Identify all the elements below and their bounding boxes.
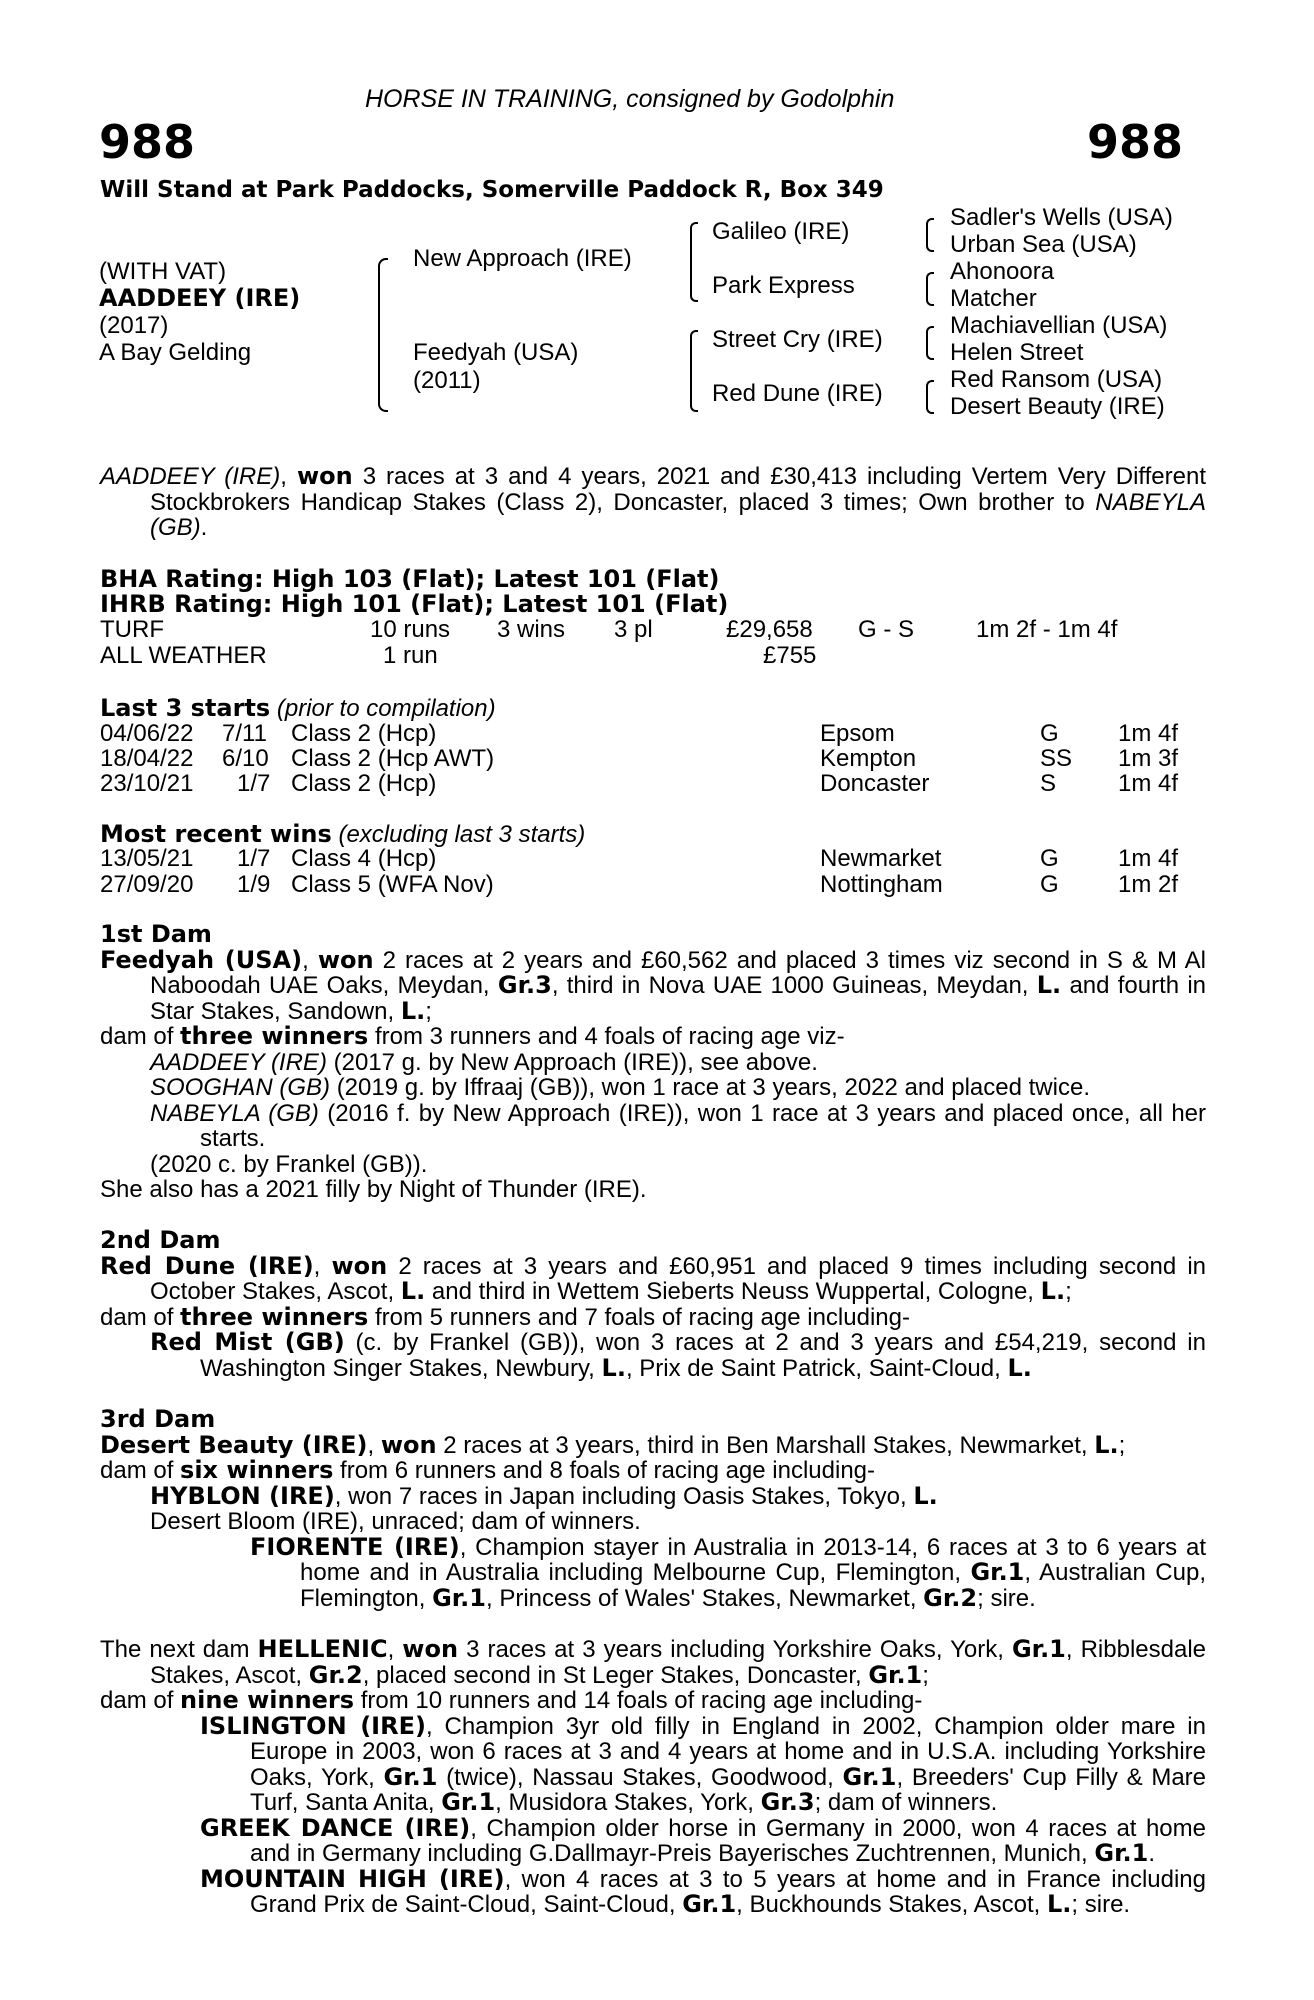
progeny-text: (c. by Frankel (GB)), won 3 races at 2 and 3 years and £54,219, second in Washington Singer Stakes, Newbury, (200, 1329, 1206, 1382)
start-position: 6/10 (222, 745, 269, 772)
pedigree-sire-dam: Park Express (712, 272, 855, 299)
start-going: S (1040, 770, 1057, 797)
progeny-unnamed: (2020 c. by Frankel (GB)). (150, 1150, 428, 1178)
summary-horse-name: AADDEEY (IRE) (100, 463, 281, 490)
grade-label: Gr.1 (383, 1762, 438, 1791)
start-course: Kempton (820, 745, 917, 772)
listed-label: L. (913, 1481, 938, 1510)
first-dam-won: won (317, 945, 374, 974)
win-position: 1/7 (237, 845, 271, 872)
pedigree-gg-5: Machiavellian (USA) (950, 312, 1168, 339)
progeny-text: , Breeders' Cup Filly & Mare Turf, Santa Anita, (250, 1763, 1207, 1816)
win-course: Nottingham (820, 871, 943, 898)
progeny-text: , Musidora Stakes, York, (495, 1789, 754, 1816)
next-dam-won: won (402, 1635, 459, 1663)
first-dam-text: 2 races at 2 years and £60,562 and placed 3 times viz second in S & M Al Naboodah UAE Oaks, Meydan, (150, 946, 1206, 999)
horse-name: AADDEEY (IRE) (99, 284, 301, 312)
start-distance: 1m 4f (1118, 720, 1179, 747)
start-distance: 1m 4f (1118, 770, 1179, 797)
first-dam-heading: 1st Dam (100, 920, 212, 948)
progeny-text: , Champion 3yr old filly in England in 2002, Champion older mare in Europe in 2003, won 6 races at 3 and 4 years at home and in U.S.A. including Yorkshire Oaks, York, (250, 1712, 1206, 1791)
third-dam-heading: 3rd Dam (100, 1405, 216, 1433)
grade-label: Gr.2 (923, 1583, 978, 1612)
stall-location: Will Stand at Park Paddocks, Somerville Paddock R, Box 349 (100, 177, 884, 203)
pedigree-gg-8: Desert Beauty (IRE) (950, 393, 1165, 420)
recent-wins-note: (excluding last 3 starts) (338, 821, 586, 848)
pedigree-gg-4: Matcher (950, 285, 1037, 312)
first-dam-text: and fourth in Star Stakes, Sandown, (150, 972, 1207, 1025)
third-dam-won: won (380, 1430, 437, 1459)
win-race: Class 4 (Hcp) (291, 845, 437, 872)
summary-brother: NABEYLA (GB) (150, 488, 1206, 541)
win-date: 13/05/21 (100, 845, 194, 872)
second-dam-winners: three winners (180, 1302, 369, 1331)
brace-sire-dam (378, 258, 388, 412)
grade-label: Gr.1 (1011, 1635, 1066, 1663)
third-dam-section: 3rd Dam Desert Beauty (IRE), won 2 races at 3 years, third in Ben Marshall Stakes, Newmarket, L.; dam of six winners from 6 runners and 8 foals of racing age including- HYBLON (IRE), won 7 races in Japan including Oasis Stakes, Tokyo, L. Desert Bloom (IRE), unraced; dam of winners. FIORENTE (IRE), Champion stayer in Australia in 2013-14, 6 races at 3 to 6 years at home and in Australia including Melbourne Cup, Flemington, Gr.1, Australian Cup, Flemington, Gr.1, Princess of Wales' Stakes, Newmarket, Gr.2; sire. (100, 1405, 1207, 1612)
pedigree-dam-dam: Red Dune (IRE) (712, 380, 883, 407)
progeny-text: ; sire. (1071, 1891, 1131, 1918)
ihrb-rating: IHRB Rating: High 101 (Flat); Latest 101 (Flat) (100, 590, 729, 618)
start-date: 04/06/22 (100, 720, 194, 747)
vat-note: (WITH VAT) (99, 258, 227, 285)
lot-number-left: 988 (99, 115, 196, 169)
start-position: 1/7 (237, 770, 271, 797)
progeny-text: ; dam of winners. (814, 1789, 998, 1816)
grade-label: Gr.1 (1094, 1839, 1149, 1867)
third-dam-text: 2 races at 3 years, third in Ben Marshall Stakes, Newmarket, (443, 1431, 1088, 1459)
start-date: 18/04/22 (100, 745, 194, 772)
second-dam-name: Red Dune (IRE) (100, 1251, 314, 1280)
recent-wins-title: Most recent wins (100, 820, 332, 848)
progeny-text: , Prix de Saint Patrick, Saint-Cloud, (625, 1354, 1001, 1382)
last-starts-heading (100, 695, 496, 722)
win-date: 27/09/20 (100, 871, 194, 898)
win-race: Class 5 (WFA Nov) (291, 871, 494, 898)
win-going: G (1040, 871, 1059, 898)
win-position: 1/9 (237, 871, 271, 898)
progeny-name: AADDEEY (IRE) (150, 1048, 327, 1076)
progeny-text: (twice), Nassau Stakes, Goodwood, (446, 1763, 834, 1791)
first-dam-winners: three winners (180, 1022, 369, 1050)
progeny-text: , Champion stayer in Australia in 2013-14, 6 races at 3 to 6 years at home and in Australia including Melbourne Cup, Flemington, (300, 1533, 1206, 1586)
progeny-text: (2017 g. by New Approach (IRE)), see above. (333, 1048, 818, 1076)
record-going: G - S (858, 616, 915, 643)
progeny-text: , won 4 races at 3 to 5 years at home and in France including Grand Prix de Saint-Cloud, Saint-Cloud, (250, 1865, 1207, 1918)
listed-label: L. (400, 1277, 426, 1305)
second-dam-text: ; (1065, 1278, 1072, 1305)
next-dam-text: , Ribblesdale Stakes, Ascot, (150, 1636, 1206, 1689)
grade-label: Gr.1 (682, 1890, 737, 1918)
win-distance: 1m 4f (1118, 845, 1179, 872)
grade-label: Gr.1 (432, 1583, 486, 1612)
first-dam-also: She also has a 2021 filly by Night of Thunder (IRE). (100, 1176, 647, 1203)
listed-label: L. (601, 1353, 626, 1382)
progeny-name: FIORENTE (IRE) (250, 1532, 460, 1561)
progeny-text: (2019 g. by Iffraaj (GB)), won 1 race at 3 years, 2022 and placed twice. (336, 1074, 1090, 1101)
start-course: Epsom (820, 720, 895, 747)
progeny-name: MOUNTAIN HIGH (IRE) (200, 1864, 505, 1893)
progeny-name: GREEK DANCE (IRE) (200, 1813, 471, 1842)
start-date: 23/10/21 (100, 770, 194, 797)
brace-dam-line (690, 330, 698, 412)
summary-text: 3 races at 3 and 4 years, 2021 and £30,413 including Vertem Very Different Stockbrokers Handicap Stakes (Class 2), Doncaster, placed 3 times; Own brother to (150, 463, 1207, 516)
third-dam-runners: from 6 runners and 8 foals of racing age including- (340, 1457, 876, 1484)
progeny-text: (2016 f. by New Approach (IRE)), won 1 race at 3 years and placed once, all her starts. (200, 1099, 1207, 1152)
last-starts-title: Last 3 starts (100, 694, 271, 722)
listed-label: L. (1047, 1890, 1072, 1918)
first-dam-section: 1st Dam Feedyah (USA), won 2 races at 2 years and £60,562 and placed 3 times viz second in S & M Al Naboodah UAE Oaks, Meydan, Gr.3, third in Nova UAE 1000 Guineas, Meydan, L. and fourth in Star Stakes, Sandown, L.; dam of three winners from 3 runners and 4 foals of racing age viz- AADDEEY (IRE) (2017 g. by New Approach (IRE)), see above. SOOGHAN (GB) (2019 g. by Iffraaj (GB)), won 1 race at 3 years, 2022 and placed twice. NABEYLA (GB) (2016 f. by New Approach (IRE)), won 1 race at 3 years and placed once, all her starts. (2020 c. by Frankel (GB)). She also has a 2021 filly by Night of Thunder (IRE). (100, 920, 1207, 1203)
record-surface: ALL WEATHER (100, 642, 267, 669)
record-runs: 10 runs (370, 616, 451, 643)
next-dam-text: 3 races at 3 years including Yorkshire Oaks, York, (466, 1636, 1004, 1663)
progeny-name: ISLINGTON (IRE) (200, 1711, 426, 1740)
grade-label: Gr.3 (497, 971, 552, 999)
brace-gg-3 (926, 326, 934, 360)
brace-gg-2 (926, 272, 934, 306)
consignment-title: HORSE IN TRAINING, consigned by Godolphin (365, 85, 895, 113)
second-dam-text: and third in Wettem Sieberts Neuss Wuppertal, Cologne, (431, 1278, 1034, 1305)
first-dam-runners: from 3 runners and 4 foals of racing age viz- (375, 1023, 845, 1050)
second-dam-of: dam of (100, 1303, 174, 1331)
next-dam-intro: The next dam (100, 1636, 250, 1663)
pedigree-gg-1: Sadler's Wells (USA) (950, 204, 1173, 231)
pedigree-sire-sire: Galileo (IRE) (712, 218, 850, 245)
win-distance: 1m 2f (1118, 871, 1179, 898)
record-wins: 3 wins (497, 616, 566, 643)
pedigree-dam-sire: Street Cry (IRE) (712, 326, 883, 353)
start-race: Class 2 (Hcp AWT) (291, 745, 495, 772)
record-places: 3 pl (614, 616, 653, 643)
progeny-name: Red Mist (GB) (150, 1328, 345, 1356)
grade-label: Gr.2 (308, 1660, 363, 1689)
next-dam-section: The next dam HELLENIC, won 3 races at 3 years including Yorkshire Oaks, York, Gr.1, Ribblesdale Stakes, Ascot, Gr.2, placed second in St Leger Stakes, Doncaster, Gr.1; dam of nine winners from 10 runners and 14 foals of racing age including- ISLINGTON (IRE), Champion 3yr old filly in England in 2002, Champion older mare in Europe in 2003, won 6 races at 3 and 4 years at home and in U.S.A. including Yorkshire Oaks, York, Gr.1 (twice), Nassau Stakes, Goodwood, Gr.1, Breeders' Cup Filly & Mare Turf, Santa Anita, Gr.1, Musidora Stakes, York, Gr.3; dam of winners. GREEK DANCE (IRE), Champion older horse in Germany in 2000, won 4 races at home and in Germany including G.Dallmayr-Preis Bayerisches Zuchtrennen, Munich, Gr.1. MOUNTAIN HIGH (IRE), won 4 races at 3 to 5 years at home and in France including Grand Prix de Saint-Cloud, Saint-Cloud, Gr.1, Buckhounds Stakes, Ascot, L.; sire. (100, 1635, 1207, 1918)
start-going: G (1040, 720, 1059, 747)
pedigree-dam-year: (2011) (413, 367, 481, 394)
record-runs: 1 run (383, 642, 438, 669)
summary-won: won (296, 462, 353, 490)
second-dam-section: 2nd Dam Red Dune (IRE), won 2 races at 3 years and £60,951 and placed 9 times including second in October Stakes, Ascot, L. and third in Wettem Sieberts Neuss Wuppertal, Cologne, L.; dam of three winners from 5 runners and 7 foals of racing age including- Red Mist (GB) (c. by Frankel (GB)), won 3 races at 2 and 3 years and £54,219, second in Washington Singer Stakes, Newbury, L., Prix de Saint Patrick, Saint-Cloud, L. (100, 1226, 1207, 1382)
grade-label: Gr.1 (441, 1788, 496, 1816)
listed-label: L. (1094, 1430, 1119, 1459)
recent-wins-heading (100, 821, 585, 848)
pedigree-gg-6: Helen Street (950, 339, 1084, 366)
second-dam-text: 2 races at 3 years and £60,951 and placed 9 times including second in October Stakes, Ascot, (150, 1252, 1207, 1305)
progeny-name: NABEYLA (GB) (150, 1099, 319, 1127)
progeny-name: HYBLON (IRE) (150, 1481, 335, 1510)
grade-label: Gr.3 (760, 1788, 815, 1816)
progeny-text: , won 7 races in Japan including Oasis Stakes, Tokyo, (334, 1482, 907, 1510)
third-dam-of: dam of (100, 1457, 174, 1484)
third-dam-name: Desert Beauty (IRE) (100, 1430, 368, 1459)
next-dam-of: dam of (100, 1687, 174, 1714)
start-position: 7/11 (222, 720, 267, 747)
first-dam-of: dam of (100, 1023, 174, 1050)
progeny-text: , Champion older horse in Germany in 2000, won 4 races at home and in Germany including G.Dallmayr-Preis Bayerisches Zuchtrennen, Munich, (250, 1814, 1206, 1867)
record-prize: £29,658 (726, 616, 813, 643)
next-dam-winners: nine winners (180, 1686, 355, 1714)
second-dam-heading: 2nd Dam (100, 1226, 221, 1254)
grade-label: Gr.1 (868, 1660, 923, 1689)
horse-year: (2017) (99, 312, 169, 339)
progeny-text: ; sire. (977, 1584, 1036, 1612)
start-going: SS (1040, 745, 1073, 772)
brace-gg-4 (926, 380, 934, 414)
third-dam-text: ; (1118, 1431, 1126, 1459)
brace-gg-1 (926, 218, 934, 252)
listed-label: L. (1036, 971, 1062, 999)
horse-summary: AADDEEY (IRE), won 3 races at 3 and 4 years, 2021 and £30,413 including Vertem Very Different Stockbrokers Handicap Stakes (Class 2), Doncaster, placed 3 times; Own brother to NABEYLA (GB). (100, 462, 1207, 541)
first-dam-name: Feedyah (USA) (100, 945, 303, 974)
grade-label: Gr.1 (842, 1762, 897, 1791)
next-dam-text: ; (922, 1661, 929, 1689)
start-race: Class 2 (Hcp) (291, 770, 437, 797)
record-surface: TURF (100, 616, 164, 643)
grade-label: Gr.1 (970, 1558, 1025, 1586)
pedigree-dam: Feedyah (USA) (413, 339, 579, 366)
last-starts-note: (prior to compilation) (276, 695, 496, 722)
listed-label: L. (1040, 1277, 1066, 1305)
win-course: Newmarket (820, 845, 942, 872)
second-dam-won: won (331, 1251, 388, 1280)
next-dam-text: , placed second in St Leger Stakes, Doncaster, (362, 1661, 862, 1689)
second-dam-runners: from 5 runners and 7 foals of racing age including- (375, 1303, 910, 1331)
pedigree-gg-3: Ahonoora (950, 258, 1055, 285)
next-dam-name: HELLENIC (257, 1635, 388, 1663)
start-course: Doncaster (820, 770, 930, 797)
start-distance: 1m 3f (1118, 745, 1179, 772)
progeny-text: , Buckhounds Stakes, Ascot, (736, 1891, 1041, 1918)
listed-label: L. (400, 996, 426, 1025)
pedigree-sire: New Approach (IRE) (413, 245, 632, 272)
record-distance: 1m 2f - 1m 4f (976, 616, 1118, 643)
horse-description: A Bay Gelding (99, 339, 252, 366)
first-dam-text: ; (425, 997, 432, 1025)
listed-label: L. (1007, 1353, 1032, 1382)
summary-end: . (200, 514, 208, 541)
progeny-name: SOOGHAN (GB) (150, 1074, 331, 1101)
progeny-text: , Australian Cup, Flemington, (300, 1559, 1207, 1612)
progeny-text: Desert Bloom (IRE), unraced; dam of winners. (150, 1508, 641, 1535)
pedigree-gg-2: Urban Sea (USA) (950, 231, 1137, 258)
brace-sire-line (690, 222, 698, 302)
start-race: Class 2 (Hcp) (291, 720, 437, 747)
win-going: G (1040, 845, 1059, 872)
next-dam-runners: from 10 runners and 14 foals of racing age including- (360, 1687, 923, 1714)
first-dam-text: , third in Nova UAE 1000 Guineas, Meydan, (551, 972, 1029, 999)
record-prize: £755 (763, 642, 817, 669)
pedigree-gg-7: Red Ransom (USA) (950, 366, 1163, 393)
third-dam-winners: six winners (180, 1456, 334, 1484)
progeny-text: , Princess of Wales' Stakes, Newmarket, (486, 1584, 917, 1612)
lot-number-right: 988 (1087, 115, 1184, 169)
bha-rating: BHA Rating: High 103 (Flat); Latest 101 (Flat) (100, 565, 720, 593)
progeny-text: . (1148, 1840, 1155, 1867)
